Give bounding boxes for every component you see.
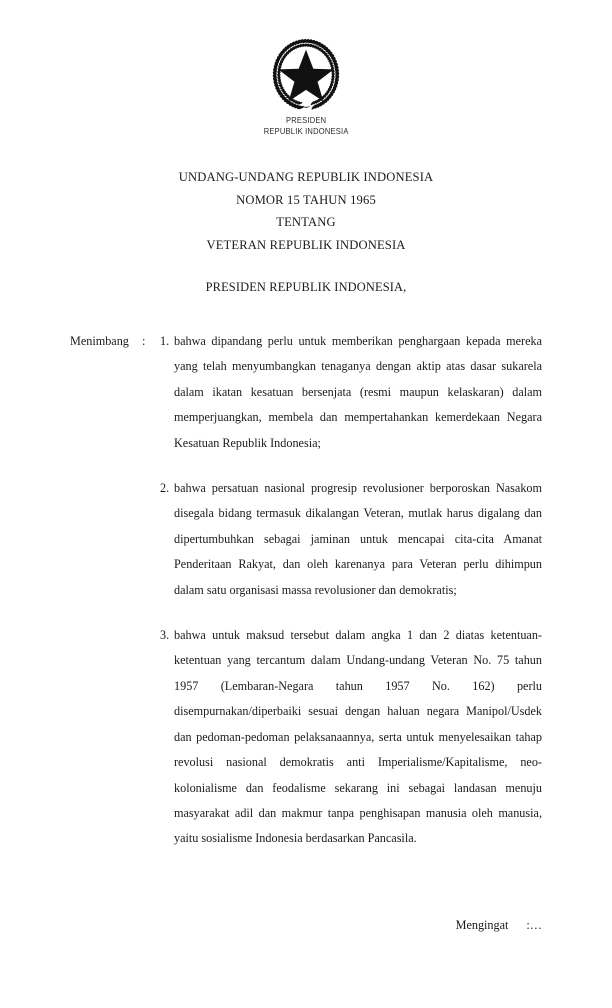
considering-row [70,329,542,852]
considering-item-text: bahwa dipandang perlu untuk memberikan penghargaan kepada mereka yang telah menyumbangkan tenaganya dengan aktip atas dasar sukarela dalam ikatan kesatuan bersenjata (resmi maupun kelaskaran) dalam memperjuangkan, membela dan mempertahankan kemerdekaan Negara Kesatuan Republik Indonesia; [174,334,542,450]
title-line-subject: VETERAN REPUBLIK INDONESIA [206,237,406,252]
title-line-number-year: NOMOR 15 TAHUN 1965 [236,192,376,207]
emblem-caption-line-1: PRESIDEN [285,116,327,125]
considering-list [160,329,542,852]
list-item [160,329,542,456]
document-title-block [0,166,612,256]
list-item [160,623,542,852]
title-line-about: TENTANG [276,215,336,230]
list-item [160,476,542,603]
garuda-star-wreath-emblem [267,34,345,112]
footer-label: Mengingat [455,918,509,932]
title-line-law-name: UNDANG-UNDANG REPUBLIK INDONESIA [178,170,434,184]
emblem-block [0,34,612,137]
emblem-caption-line-2: REPUBLIK INDONESIA [263,126,349,136]
footer-continuation-note [380,916,542,934]
footer-colon: :… [526,918,542,932]
considering-item-number: 1. [160,334,170,348]
considering-item-number: 3. [160,628,170,643]
president-heading: PRESIDEN REPUBLIK INDONESIA, [205,280,407,294]
emblem-caption [264,116,349,137]
considering-item-number: 2. [160,481,170,496]
considering-section [70,329,542,852]
considering-item-text: bahwa persatuan nasional progresip revolusioner berporoskan Nasakom disegala bidang termasuk dikalangan Veteran, mutlak harus digalang dan dipertumbuhkan sebagai jaminan untuk mencapai cita-cita Amanat Penderitaan Rakyat, dan oleh karenanya para Veteran perlu dihimpun dalam satu organisasi massa revolusioner dan demokratis; [174,481,542,597]
considering-item-text: bahwa untuk maksud tersebut dalam angka 1 dan 2 diatas ketentuan-ketentuan yang tercantum dalam Undang-undang Veteran No. 75 tahun 1957 (Lembaran-Negara tahun 1957 No. 162) perlu disempurnakan/diperbaiki sesuai dengan haluan negara Manipol/Usdek dan pedoman-pedoman pelaksanaannya, serta untuk menyelesaikan tahap revolusi nasional demokratis anti Imperialisme/Kapitalisme, neo-kolonialisme dan feodalisme sekarang ini sebagai landasan menuju masyarakat adil dan makmur tanpa penghisapan manusia oleh manusia, yaitu sosialisme Indonesia berdasarkan Pancasila. [174,628,542,846]
considering-colon: : [142,334,146,348]
considering-label: Menimbang [70,334,129,348]
